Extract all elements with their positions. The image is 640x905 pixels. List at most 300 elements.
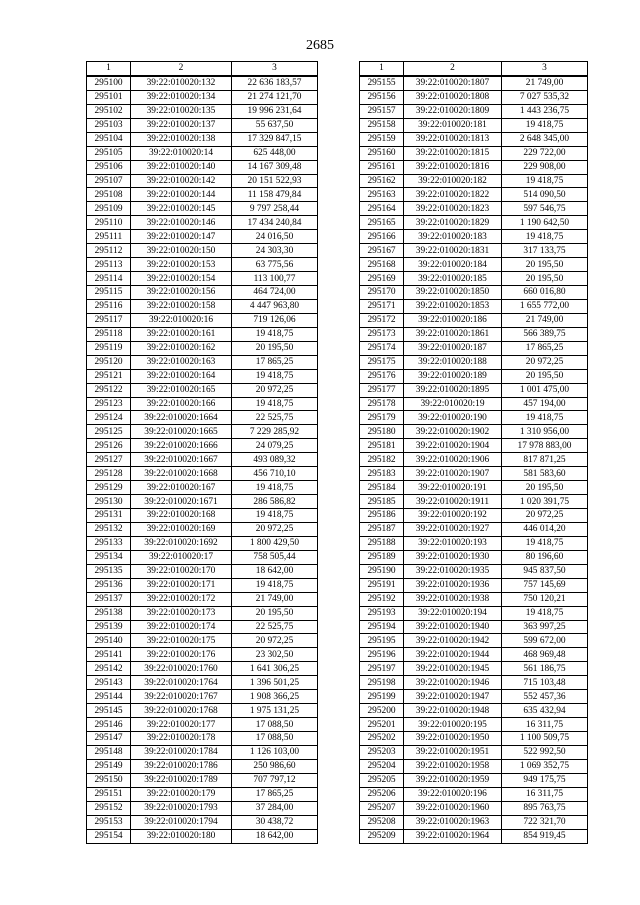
value-cell: 758 505,44 [232,550,318,564]
value-cell: 20 195,50 [232,606,318,620]
cadastral-number-cell: 39:22:010020:1948 [404,704,502,718]
row-number-cell: 295110 [87,216,131,230]
row-number-cell: 295174 [360,341,404,355]
cadastral-number-cell: 39:22:010020:156 [131,286,232,300]
value-cell: 945 837,50 [502,564,588,578]
row-number-cell: 295121 [87,369,131,383]
row-number-cell: 295101 [87,90,131,104]
cadastral-number-cell: 39:22:010020:188 [404,355,502,369]
cadastral-number-cell: 39:22:010020:1671 [131,495,232,509]
cadastral-number-cell: 39:22:010020:166 [131,397,232,411]
value-cell: 363 997,25 [502,620,588,634]
cadastral-number-cell: 39:22:010020:144 [131,188,232,202]
cadastral-number-cell: 39:22:010020:1958 [404,759,502,773]
table-row [87,104,318,118]
value-cell: 949 175,75 [502,773,588,787]
cadastral-number-cell: 39:22:010020:1764 [131,676,232,690]
value-cell: 1 396 501,25 [232,676,318,690]
value-cell: 2 648 345,00 [502,132,588,146]
table-row [360,327,588,341]
value-cell: 457 194,00 [502,397,588,411]
value-cell: 30 438,72 [232,815,318,829]
cadastral-number-cell: 39:22:010020:1784 [131,745,232,759]
cadastral-number-cell: 39:22:010020:161 [131,327,232,341]
table-row [87,481,318,495]
row-number-cell: 295147 [87,732,131,746]
table-row [87,272,318,286]
value-cell: 446 014,20 [502,522,588,536]
value-cell: 19 418,75 [232,369,318,383]
row-number-cell: 295201 [360,718,404,732]
cadastral-number-cell: 39:22:010020:1946 [404,676,502,690]
table-row [360,648,588,662]
cadastral-number-cell: 39:22:010020:1911 [404,495,502,509]
cadastral-number-cell: 39:22:010020:140 [131,160,232,174]
cadastral-number-cell: 39:22:010020:1808 [404,90,502,104]
value-cell: 317 133,75 [502,244,588,258]
cadastral-number-cell: 39:22:010020:171 [131,578,232,592]
row-number-cell: 295158 [360,118,404,132]
table-row [360,690,588,704]
value-cell: 21 749,00 [502,76,588,90]
table-row [360,676,588,690]
row-number-cell: 295193 [360,606,404,620]
cadastral-number-cell: 39:22:010020:1951 [404,745,502,759]
row-number-cell: 295128 [87,467,131,481]
value-cell: 581 583,60 [502,467,588,481]
table-row [360,397,588,411]
value-cell: 817 871,25 [502,453,588,467]
row-number-cell: 295183 [360,467,404,481]
value-cell: 20 195,50 [502,258,588,272]
value-cell: 17 978 883,00 [502,439,588,453]
table-row [360,481,588,495]
value-cell: 16 311,75 [502,718,588,732]
row-number-cell: 295141 [87,648,131,662]
cadastral-number-cell: 39:22:010020:186 [404,313,502,327]
cadastral-number-cell: 39:22:010020:145 [131,202,232,216]
value-cell: 17 865,25 [232,787,318,801]
cadastral-number-cell: 39:22:010020:1963 [404,815,502,829]
column-header-3: 3 [232,62,318,76]
value-cell: 18 642,00 [232,829,318,843]
table-row [87,467,318,481]
cadastral-number-cell: 39:22:010020:1667 [131,453,232,467]
value-cell: 20 972,25 [502,355,588,369]
table-row [360,718,588,732]
cadastral-number-cell: 39:22:010020:180 [131,829,232,843]
table-row [87,202,318,216]
value-cell: 17 088,50 [232,732,318,746]
table-row [87,676,318,690]
value-cell: 625 448,00 [232,146,318,160]
table-row [360,146,588,160]
cadastral-number-cell: 39:22:010020:146 [131,216,232,230]
row-number-cell: 295151 [87,787,131,801]
row-number-cell: 295131 [87,509,131,523]
value-cell: 11 158 479,84 [232,188,318,202]
cadastral-number-cell: 39:22:010020:1895 [404,383,502,397]
value-cell: 63 775,56 [232,258,318,272]
row-number-cell: 295153 [87,815,131,829]
cadastral-number-cell: 39:22:010020:1947 [404,690,502,704]
row-number-cell: 295132 [87,522,131,536]
cadastral-number-cell: 39:22:010020:165 [131,383,232,397]
table-row [360,606,588,620]
table-row [87,578,318,592]
row-number-cell: 295108 [87,188,131,202]
cadastral-number-cell: 39:22:010020:1861 [404,327,502,341]
value-cell: 522 992,50 [502,745,588,759]
cadastral-number-cell: 39:22:010020:1809 [404,104,502,118]
value-cell: 19 418,75 [232,327,318,341]
value-cell: 17 088,50 [232,718,318,732]
cadastral-number-cell: 39:22:010020:1664 [131,411,232,425]
table-row [360,286,588,300]
table-row [360,522,588,536]
value-cell: 113 100,77 [232,272,318,286]
cadastral-number-cell: 39:22:010020:137 [131,118,232,132]
value-cell: 1 975 131,25 [232,704,318,718]
table-row [360,495,588,509]
row-number-cell: 295129 [87,481,131,495]
table-row [360,732,588,746]
row-number-cell: 295175 [360,355,404,369]
value-cell: 19 418,75 [502,174,588,188]
table-row [87,188,318,202]
table-row [87,704,318,718]
value-cell: 20 972,25 [502,509,588,523]
table-row [360,90,588,104]
value-cell: 566 389,75 [502,327,588,341]
row-number-cell: 295161 [360,160,404,174]
row-number-cell: 295168 [360,258,404,272]
row-number-cell: 295171 [360,299,404,313]
table-row [87,411,318,425]
value-cell: 854 919,45 [502,829,588,843]
row-number-cell: 295172 [360,313,404,327]
table-row [360,536,588,550]
cadastral-number-cell: 39:22:010020:185 [404,272,502,286]
table-row [87,634,318,648]
row-number-cell: 295178 [360,397,404,411]
table-row [87,648,318,662]
row-number-cell: 295209 [360,829,404,843]
cadastral-number-cell: 39:22:010020:1807 [404,76,502,90]
row-number-cell: 295197 [360,662,404,676]
cadastral-number-cell: 39:22:010020:1823 [404,202,502,216]
table-row [360,815,588,829]
value-cell: 22 525,75 [232,411,318,425]
row-number-cell: 295189 [360,550,404,564]
table-row [360,230,588,244]
table-row [360,634,588,648]
value-cell: 1 800 429,50 [232,536,318,550]
row-number-cell: 295135 [87,564,131,578]
cadastral-number-cell: 39:22:010020:196 [404,787,502,801]
value-cell: 552 457,36 [502,690,588,704]
row-number-cell: 295203 [360,745,404,759]
value-cell: 23 302,50 [232,648,318,662]
value-cell: 24 079,25 [232,439,318,453]
cadastral-number-cell: 39:22:010020:158 [131,299,232,313]
table-left [86,61,318,844]
cadastral-number-cell: 39:22:010020:1829 [404,216,502,230]
value-cell: 7 027 535,32 [502,90,588,104]
cadastral-number-cell: 39:22:010020:187 [404,341,502,355]
cadastral-number-cell: 39:22:010020:1786 [131,759,232,773]
cadastral-number-cell: 39:22:010020:167 [131,481,232,495]
row-number-cell: 295144 [87,690,131,704]
value-cell: 19 418,75 [232,509,318,523]
table-row [87,146,318,160]
row-number-cell: 295134 [87,550,131,564]
cadastral-number-cell: 39:22:010020:1960 [404,801,502,815]
row-number-cell: 295140 [87,634,131,648]
cadastral-number-cell: 39:22:010020:175 [131,634,232,648]
row-number-cell: 295165 [360,216,404,230]
value-cell: 1 069 352,75 [502,759,588,773]
value-cell: 1 126 103,00 [232,745,318,759]
cadastral-number-cell: 39:22:010020:184 [404,258,502,272]
value-cell: 229 722,00 [502,146,588,160]
table-row [87,732,318,746]
row-number-cell: 295176 [360,369,404,383]
cadastral-number-cell: 39:22:010020:16 [131,313,232,327]
row-number-cell: 295202 [360,732,404,746]
cadastral-number-cell: 39:22:010020:147 [131,230,232,244]
cadastral-number-cell: 39:22:010020:150 [131,244,232,258]
row-number-cell: 295167 [360,244,404,258]
table-row [360,369,588,383]
value-cell: 21 274 121,70 [232,90,318,104]
row-number-cell: 295205 [360,773,404,787]
value-cell: 16 311,75 [502,787,588,801]
cadastral-number-cell: 39:22:010020:1668 [131,467,232,481]
row-number-cell: 295170 [360,286,404,300]
value-cell: 468 969,48 [502,648,588,662]
table-row [87,286,318,300]
row-number-cell: 295208 [360,815,404,829]
table-row [360,564,588,578]
table-row [360,439,588,453]
table-row [360,202,588,216]
cadastral-number-cell: 39:22:010020:1938 [404,592,502,606]
column-header-2: 2 [131,62,232,76]
row-number-cell: 295198 [360,676,404,690]
row-number-cell: 295130 [87,495,131,509]
row-number-cell: 295109 [87,202,131,216]
row-number-cell: 295107 [87,174,131,188]
table-row [87,718,318,732]
table-row [87,815,318,829]
table-row [87,522,318,536]
cadastral-number-cell: 39:22:010020:1944 [404,648,502,662]
value-cell: 1 190 642,50 [502,216,588,230]
value-cell: 20 195,50 [232,341,318,355]
table-row [360,118,588,132]
row-number-cell: 295196 [360,648,404,662]
cadastral-number-cell: 39:22:010020:1767 [131,690,232,704]
table-row [360,383,588,397]
row-number-cell: 295185 [360,495,404,509]
value-cell: 20 972,25 [232,634,318,648]
row-number-cell: 295169 [360,272,404,286]
table-row [87,773,318,787]
table-row [360,299,588,313]
row-number-cell: 295182 [360,453,404,467]
table-row [360,425,588,439]
value-cell: 514 090,50 [502,188,588,202]
table-row [87,439,318,453]
value-cell: 19 418,75 [502,536,588,550]
cadastral-number-cell: 39:22:010020:193 [404,536,502,550]
row-number-cell: 295148 [87,745,131,759]
cadastral-number-cell: 39:22:010020:134 [131,90,232,104]
value-cell: 55 637,50 [232,118,318,132]
cadastral-number-cell: 39:22:010020:19 [404,397,502,411]
cadastral-number-cell: 39:22:010020:1945 [404,662,502,676]
row-number-cell: 295127 [87,453,131,467]
row-number-cell: 295200 [360,704,404,718]
value-cell: 229 908,00 [502,160,588,174]
cadastral-number-cell: 39:22:010020:170 [131,564,232,578]
row-number-cell: 295180 [360,425,404,439]
column-header-3: 3 [502,62,588,76]
row-number-cell: 295206 [360,787,404,801]
cadastral-number-cell: 39:22:010020:1940 [404,620,502,634]
table-row [360,104,588,118]
value-cell: 715 103,48 [502,676,588,690]
row-number-cell: 295122 [87,383,131,397]
table-row [360,578,588,592]
row-number-cell: 295157 [360,104,404,118]
row-number-cell: 295186 [360,509,404,523]
row-number-cell: 295166 [360,230,404,244]
value-cell: 22 525,75 [232,620,318,634]
value-cell: 7 229 285,92 [232,425,318,439]
row-number-cell: 295179 [360,411,404,425]
value-cell: 17 434 240,84 [232,216,318,230]
cadastral-number-cell: 39:22:010020:172 [131,592,232,606]
table-row [360,411,588,425]
cadastral-number-cell: 39:22:010020:1665 [131,425,232,439]
cadastral-number-cell: 39:22:010020:164 [131,369,232,383]
table-row [360,829,588,843]
row-number-cell: 295173 [360,327,404,341]
row-number-cell: 295163 [360,188,404,202]
table-row [87,759,318,773]
table-row [360,662,588,676]
table-row [360,759,588,773]
cadastral-number-cell: 39:22:010020:14 [131,146,232,160]
value-cell: 1 655 772,00 [502,299,588,313]
value-cell: 19 418,75 [232,481,318,495]
cadastral-number-cell: 39:22:010020:195 [404,718,502,732]
table-row [87,230,318,244]
value-cell: 17 865,25 [232,355,318,369]
row-number-cell: 295102 [87,104,131,118]
cadastral-number-cell: 39:22:010020:177 [131,718,232,732]
table-row [87,383,318,397]
row-number-cell: 295192 [360,592,404,606]
row-number-cell: 295115 [87,286,131,300]
value-cell: 20 151 522,93 [232,174,318,188]
row-number-cell: 295136 [87,578,131,592]
table-row [87,425,318,439]
cadastral-number-cell: 39:22:010020:135 [131,104,232,118]
cadastral-number-cell: 39:22:010020:182 [404,174,502,188]
page-number: 2685 [306,38,334,53]
table-row [360,132,588,146]
table-row [360,160,588,174]
value-cell: 660 016,80 [502,286,588,300]
value-cell: 719 126,06 [232,313,318,327]
cadastral-number-cell: 39:22:010020:1813 [404,132,502,146]
cadastral-number-cell: 39:22:010020:1768 [131,704,232,718]
cadastral-number-cell: 39:22:010020:1942 [404,634,502,648]
cadastral-number-cell: 39:22:010020:1666 [131,439,232,453]
table-row [360,704,588,718]
row-number-cell: 295113 [87,258,131,272]
value-cell: 1 641 306,25 [232,662,318,676]
table-row [87,244,318,258]
value-cell: 493 089,32 [232,453,318,467]
row-number-cell: 295152 [87,801,131,815]
row-number-cell: 295104 [87,132,131,146]
cadastral-number-cell: 39:22:010020:163 [131,355,232,369]
table-header-row [87,62,318,76]
row-number-cell: 295187 [360,522,404,536]
cadastral-number-cell: 39:22:010020:1936 [404,578,502,592]
table-row [360,355,588,369]
value-cell: 21 749,00 [232,592,318,606]
value-cell: 635 432,94 [502,704,588,718]
table-row [87,620,318,634]
row-number-cell: 295112 [87,244,131,258]
table-row [87,118,318,132]
value-cell: 22 636 183,57 [232,76,318,90]
cadastral-number-cell: 39:22:010020:169 [131,522,232,536]
cadastral-number-cell: 39:22:010020:17 [131,550,232,564]
cadastral-number-cell: 39:22:010020:162 [131,341,232,355]
row-number-cell: 295188 [360,536,404,550]
table-row [87,662,318,676]
cadastral-number-cell: 39:22:010020:1831 [404,244,502,258]
table-row [360,76,588,90]
table-row [87,258,318,272]
cadastral-number-cell: 39:22:010020:191 [404,481,502,495]
table-row [360,341,588,355]
table-row [87,174,318,188]
table-row [360,620,588,634]
table-row [87,369,318,383]
row-number-cell: 295145 [87,704,131,718]
value-cell: 17 329 847,15 [232,132,318,146]
table-row [360,592,588,606]
table-row [87,550,318,564]
cadastral-number-cell: 39:22:010020:1927 [404,522,502,536]
value-cell: 1 908 366,25 [232,690,318,704]
table-row [360,258,588,272]
cadastral-number-cell: 39:22:010020:190 [404,411,502,425]
table-row [87,327,318,341]
value-cell: 1 443 236,75 [502,104,588,118]
value-cell: 19 418,75 [502,606,588,620]
value-cell: 895 763,75 [502,801,588,815]
table-row [87,592,318,606]
row-number-cell: 295126 [87,439,131,453]
